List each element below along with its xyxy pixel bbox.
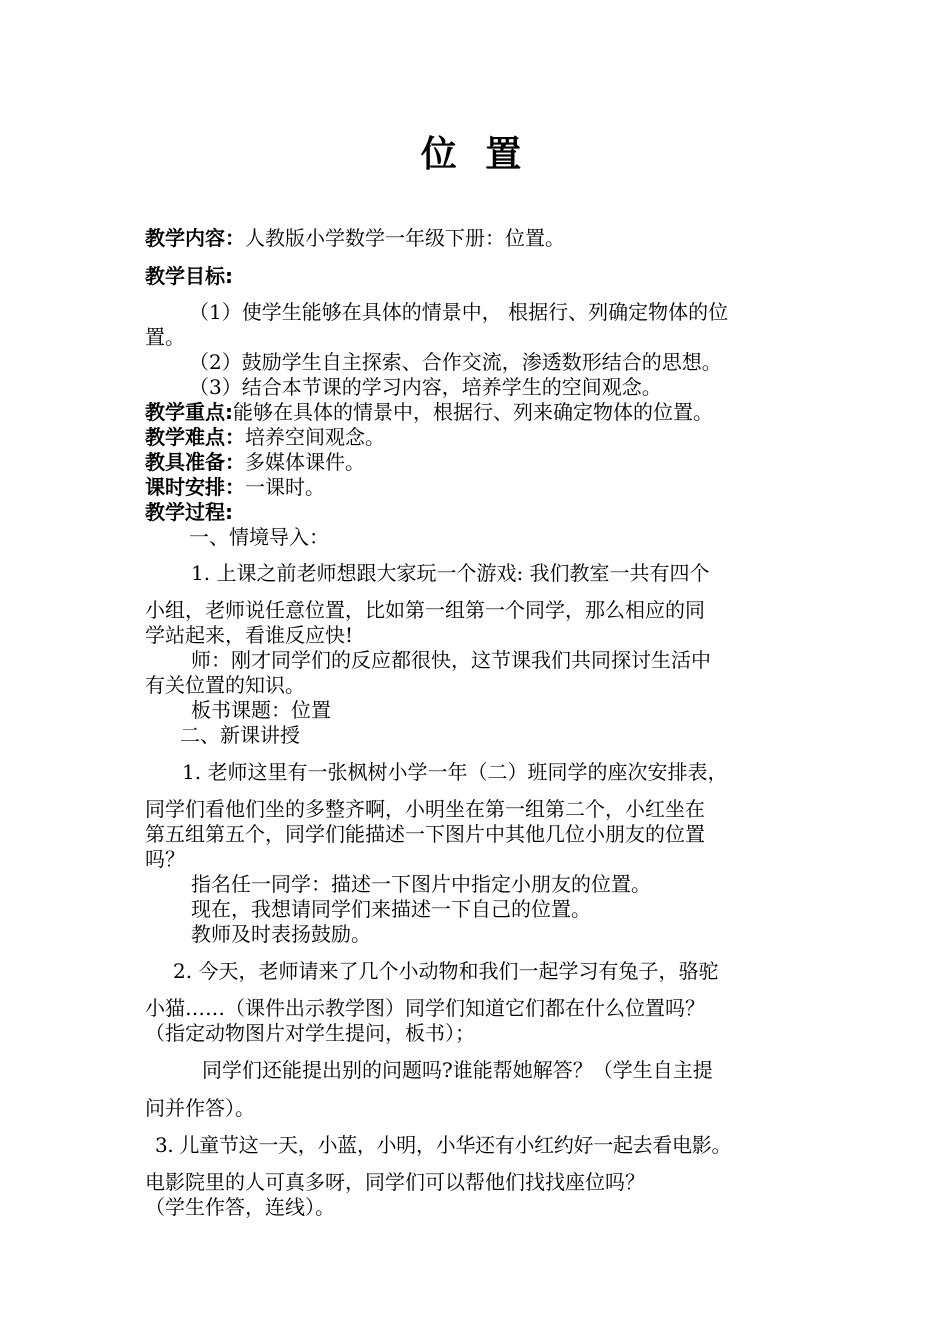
section-2-paragraph-5-line-2: 小猫……（课件出示教学图）同学们知道它们都在什么位置吗？ [145,996,705,1020]
section-2-paragraph-2: 指名任一同学：描述一下图片中指定小朋友的位置。 [191,872,651,896]
section-2-paragraph-7-line-1: 3. 儿童节这一天，小蓝，小明，小华还有小红约好一起去看电影。 [155,1133,732,1157]
class-time-label: 课时安排： [145,475,245,499]
teaching-goals-label: 教学目标: [145,264,233,288]
section-2-paragraph-3: 现在，我想请同学们来描述一下自己的位置。 [191,897,591,921]
goal-2: （2）鼓励学生自主探索、合作交流，渗透数形结合的思想。 [189,350,722,374]
teaching-difficulty-label: 教学难点： [145,425,245,449]
section-2-paragraph-4: 教师及时表扬鼓励。 [191,922,371,946]
teaching-content-label: 教学内容： [145,226,245,250]
teaching-tools-label: 教具准备： [145,450,245,474]
section-2-paragraph-7-line-3: （学生作答，连线）。 [145,1195,335,1219]
section-2-paragraph-1-line-2: 同学们看他们坐的多整齐啊，小明坐在第一组第二个，小红坐在 [145,797,705,821]
teaching-key-label: 教学重点: [145,400,233,424]
teaching-tools-line [145,450,365,474]
teaching-content-text: 人教版小学数学一年级下册：位置。 [245,226,565,250]
teaching-difficulty-line [145,425,385,449]
class-time-text: 一课时。 [245,475,325,499]
section-1-paragraph-1-line-2: 小组，老师说任意位置，比如第一组第一个同学，那么相应的同 [145,598,705,622]
section-2-paragraph-1-line-3: 第五组第五个，同学们能描述一下图片中其他几位小朋友的位置 [145,822,705,846]
goal-1-line-2: 置。 [145,325,185,349]
section-2-paragraph-5-line-1: 2. 今天，老师请来了几个小动物和我们一起学习有兔子，骆驼 [173,959,719,983]
class-time-line [145,475,325,499]
teaching-key-text: 能够在具体的情景中，根据行、列来确定物体的位置。 [233,400,713,424]
teaching-difficulty-text: 培养空间观念。 [245,425,385,449]
teaching-tools-text: 多媒体课件。 [245,450,365,474]
section-2-heading: 二、新课讲授 [180,723,300,747]
section-1-heading: 一、情境导入： [189,525,329,549]
section-1-paragraph-1-line-3: 学站起来，看谁反应快! [145,623,354,647]
section-1-board-title: 板书课题：位置 [191,698,331,722]
goal-3: （3）结合本节课的学习内容，培养学生的空间观念。 [189,375,662,399]
teaching-process-label: 教学过程: [145,500,233,524]
section-2-paragraph-6-line-1: 同学们还能提出别的问题吗?谁能帮她解答？（学生自主提 [202,1058,713,1082]
section-1-paragraph-2-line-1: 师：刚才同学们的反应都很快，这节课我们共同探讨生活中 [191,648,711,672]
section-2-paragraph-1-line-1: 1. 老师这里有一张枫树小学一年（二）班同学的座次安排表， [182,760,728,784]
section-2-paragraph-7-line-2: 电影院里的人可真多呀，同学们可以帮他们找找座位吗？ [145,1170,645,1194]
teaching-key-line [145,400,713,424]
section-2-paragraph-1-line-4: 吗？ [145,847,185,871]
goal-1-line-1: （1）使学生能够在具体的情景中， 根据行、列确定物体的位 [189,300,729,324]
section-2-paragraph-6-line-2: 问并作答）。 [145,1096,255,1120]
section-1-paragraph-1-line-1: 1. 上课之前老师想跟大家玩一个游戏: 我们教室一共有四个 [191,561,710,585]
page-title: 位 置 [420,134,530,175]
section-2-paragraph-5-line-3: （指定动物图片对学生提问，板书）； [145,1021,475,1045]
section-1-paragraph-2-line-2: 有关位置的知识。 [145,673,305,697]
teaching-content-line [145,226,565,250]
